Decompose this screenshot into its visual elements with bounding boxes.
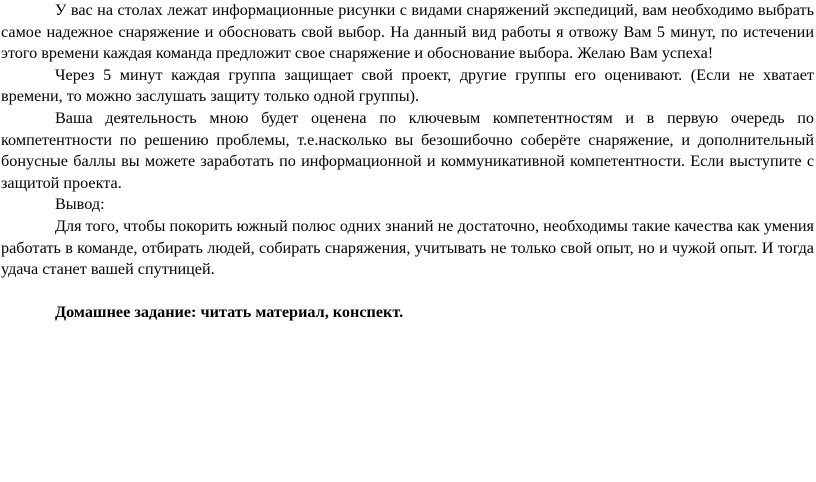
- paragraph-evaluation: Ваша деятельность мною будет оценена по ключевым компетентностям и в первую очередь по компетентности по решению проблемы, т.е.насколько вы безошибочно соберёте снаряжение, и дополнительный бонусные баллы вы можете заработать по информационной и коммуникативной компетентности. Если выступите с защитой проекта.: [1, 108, 814, 192]
- homework-line: Домашнее задание: читать материал, конспект.: [55, 303, 404, 322]
- paragraph-instructions: У вас на столах лежат информационные рисунки с видами снаряжений экспедиций, вам необходимо выбрать самое надежное снаряжение и обосновать свой выбор. На данный вид работы я отвожу Вам 5 минут, по истечении этого времени каждая команда предложит свое снаряжение и обоснование выбора. Желаю Вам успеха!: [1, 1, 814, 63]
- paragraph-conclusion-label: Вывод:: [55, 195, 105, 214]
- paragraph-conclusion: Для того, чтобы покорить южный полюс одних знаний не достаточно, необходимы такие качества как умения работать в команде, отбирать людей, собирать снаряжения, учитывать не только свой опыт, но и чужой опыт. И тогда удача станет вашей спутницей.: [1, 216, 814, 279]
- paragraph-defense: Через 5 минут каждая группа защищает свой проект, другие группы его оценивают. (Если не хватает времени, то можно заслушать защиту только одной группы).: [1, 65, 814, 106]
- blank-line: [1, 281, 814, 303]
